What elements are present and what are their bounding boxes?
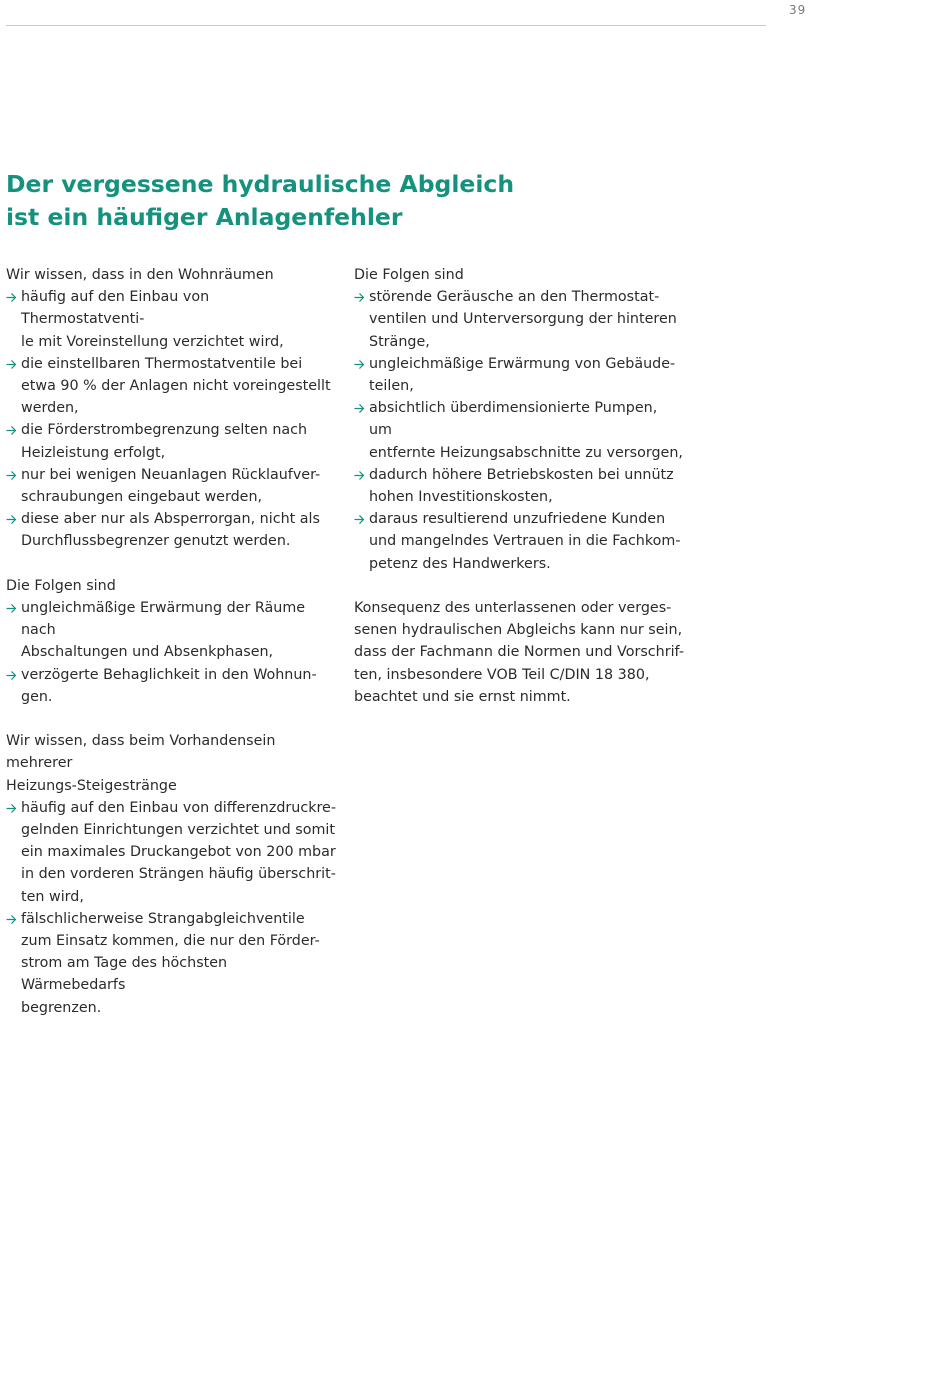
list-item-text: ungleichmäßige Erwärmung von Gebäude- teilen, (369, 355, 676, 395)
arrow-right-icon (354, 359, 365, 370)
list-item (6, 597, 336, 664)
page-title (6, 168, 514, 234)
arrow-right-icon (6, 914, 17, 925)
list-item (354, 464, 684, 508)
list-item-text: häufig auf den Einbau von Thermostatventi- le mit Voreinstellung verzichtet wird, (21, 289, 284, 350)
header-rule (6, 25, 766, 26)
title-line-1: Der vergessene hydraulische Abgleich (6, 170, 515, 198)
arrow-right-icon (6, 514, 17, 525)
arrow-right-icon (6, 425, 17, 436)
list-item (354, 508, 684, 575)
list-item-text: nur bei wenigen Neuanlagen Rücklaufver- schraubungen eingebaut werden, (21, 466, 321, 506)
list-item-text: ungleichmäßige Erwärmung der Räume nach Abschaltungen und Absenkphasen, (21, 600, 306, 661)
list-item (6, 353, 336, 420)
arrow-right-icon (6, 292, 17, 303)
list-item (6, 419, 336, 463)
arrow-right-icon (6, 603, 17, 614)
list-item-text: verzögerte Behaglichkeit in den Wohnun- gen. (21, 666, 317, 705)
list-item (6, 464, 336, 508)
left-block-living-rooms (6, 264, 336, 553)
left-column (6, 264, 336, 1041)
list-item (6, 664, 336, 708)
list-item (354, 353, 684, 397)
list-item-text: störende Geräusche an den Thermostat- ventilen und Unterversorgung der hinteren Stränge, (369, 289, 677, 350)
right-column (354, 264, 684, 708)
list-item (6, 508, 336, 552)
title-line-2: ist ein häufiger Anlagenfehler (6, 203, 403, 231)
list-item-text: dadurch höhere Betriebskosten bei unnütz hohen Investitionskosten, (369, 466, 674, 506)
left-block-consequences (6, 575, 336, 708)
bullet-list (6, 597, 336, 708)
list-item-text: daraus resultierend unzufriedene Kunden und mangelndes Vertrauen in die Fachkom- petenz des Handwerkers. (369, 511, 681, 572)
arrow-right-icon (354, 514, 365, 525)
conclusion-paragraph: Konsequenz des unterlassenen oder verges- senen hydraulischen Abgleichs kann nur sein, dass der Fachmann die Normen und Vorschrif- ten, insbesondere VOB Teil C/DIN 18 380, beachtet und sie ernst nimmt. (354, 600, 684, 705)
bullet-list (354, 286, 684, 575)
block-intro: Die Folgen sind (6, 577, 116, 594)
arrow-right-icon (6, 803, 17, 814)
list-item (6, 908, 336, 1019)
list-item (6, 797, 336, 908)
list-item (354, 286, 684, 353)
arrow-right-icon (354, 292, 365, 303)
arrow-right-icon (6, 470, 17, 481)
arrow-right-icon (6, 359, 17, 370)
arrow-right-icon (354, 470, 365, 481)
list-item-text: die einstellbaren Thermostatventile bei etwa 90 % der Anlagen nicht voreingestellt werden, (21, 355, 331, 417)
list-item-text: absichtlich überdimensionierte Pumpen, um entfernte Heizungsabschnitte zu versorgen, (369, 400, 683, 461)
list-item (6, 286, 336, 353)
right-block-consequences (354, 264, 684, 575)
block-intro: Wir wissen, dass beim Vorhandensein mehrerer Heizungs-Steigestränge (6, 733, 276, 794)
page-number: 39 (789, 3, 807, 17)
block-intro: Die Folgen sind (354, 267, 464, 283)
list-item (354, 397, 684, 464)
list-item-text: häufig auf den Einbau von differenzdruckre- gelnden Einrichtungen verzichtet und somit ein maximales Druckangebot von 200 mbar in den vorderen Strängen häufig überschrit- ten wird, (21, 799, 336, 905)
bullet-list (6, 286, 336, 552)
arrow-right-icon (6, 670, 17, 681)
arrow-right-icon (354, 403, 365, 414)
list-item-text: die Förderstrombegrenzung selten nach Heizleistung erfolgt, (21, 422, 308, 461)
bullet-list (6, 797, 336, 1019)
block-intro: Wir wissen, dass in den Wohnräumen (6, 267, 274, 283)
left-block-risers (6, 730, 336, 1019)
list-item-text: diese aber nur als Absperrorgan, nicht als Durchflussbegrenzer genutzt werden. (21, 511, 320, 550)
list-item-text: fälschlicherweise Strangabgleichventile zum Einsatz kommen, die nur den Förder- strom am Tage des höchsten Wärmebedarfs begrenzen. (21, 910, 320, 1016)
